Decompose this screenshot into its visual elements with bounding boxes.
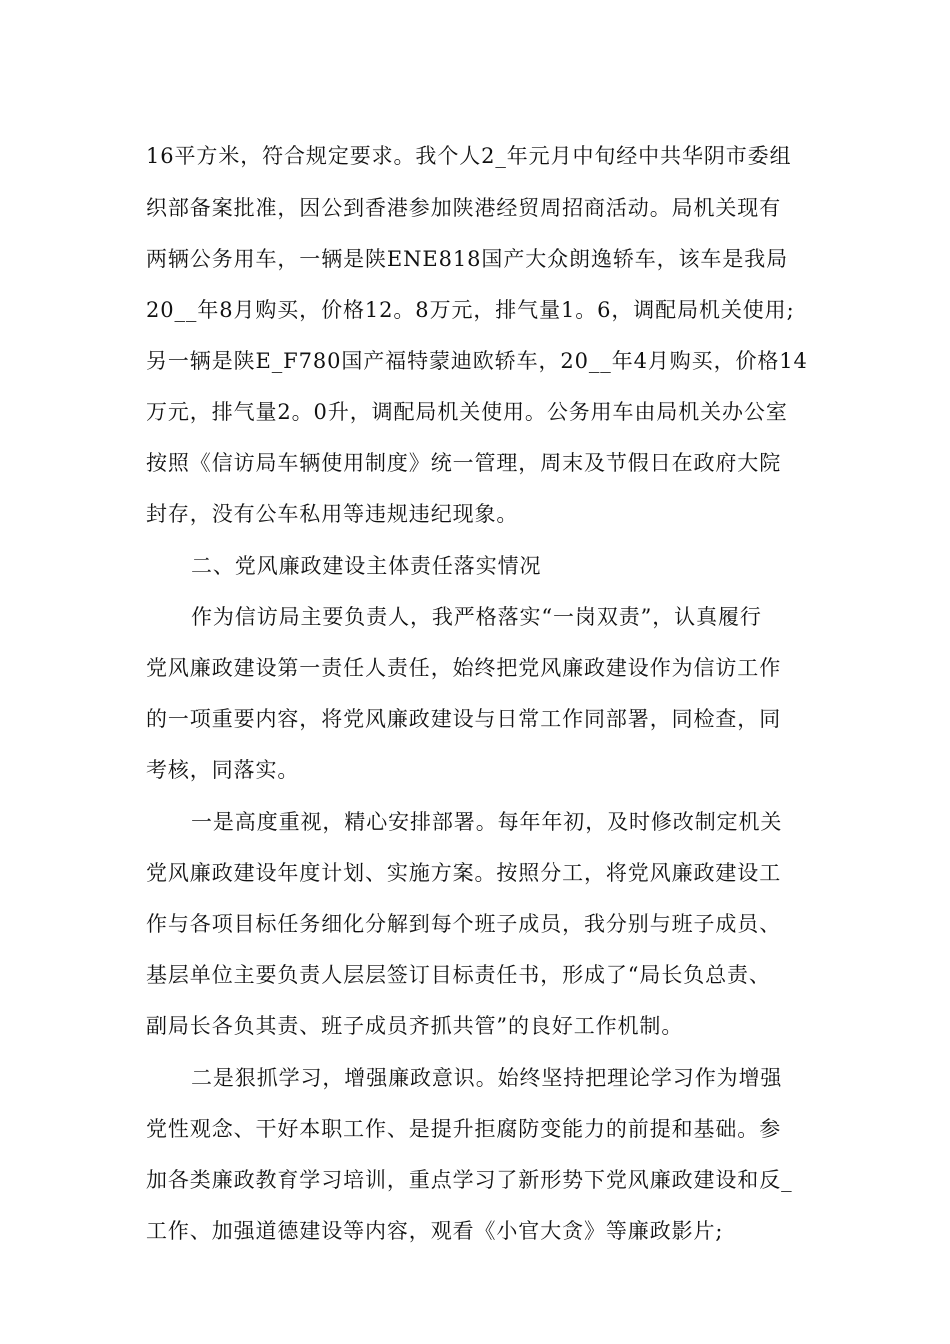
paragraph-line: 加各类廉政教育学习培训，重点学习了新形势下党风廉政建设和反_ (146, 1168, 793, 1192)
paragraph-line: 20__年8月购买，价格12。8万元，排气量1。6，调配局机关使用; (146, 298, 795, 322)
paragraph-line: 的一项重要内容，将党风廉政建设与日常工作同部署，同检查，同 (146, 707, 782, 731)
paragraph-line: 党风廉政建设第一责任人责任，始终把党风廉政建设作为信访工作 (146, 656, 782, 680)
paragraph-line: 基层单位主要负责人层层签订目标责任书，形成了“局长负总责、 (146, 963, 771, 987)
paragraph-line: 一是高度重视，精心安排部署。每年年初，及时修改制定机关 (191, 810, 783, 834)
paragraph-line: 按照《信访局车辆使用制度》统一管理，周末及节假日在政府大院 (146, 451, 782, 475)
paragraph-line: 二是狠抓学习，增强廉政意识。始终坚持把理论学习作为增强 (191, 1066, 783, 1090)
paragraph-line: 工作、加强道德建设等内容，观看《小官大贪》等廉政影片; (146, 1219, 724, 1243)
paragraph-line: 另一辆是陕E_F780国产福特蒙迪欧轿车，20__年4月购买，价格14 (146, 349, 808, 373)
paragraph-line: 党性观念、干好本职工作、是提升拒腐防变能力的前提和基础。参 (146, 1117, 782, 1141)
section-heading: 二、党风廉政建设主体责任落实情况 (191, 554, 542, 578)
paragraph-line: 16平方米，符合规定要求。我个人2_年元月中旬经中共华阴市委组 (146, 144, 792, 168)
paragraph-line: 作与各项目标任务细化分解到每个班子成员，我分别与班子成员、 (146, 912, 782, 936)
paragraph-line: 考核，同落实。 (146, 758, 300, 782)
paragraph-line: 作为信访局主要负责人，我严格落实“一岗双责”，认真履行 (191, 605, 762, 629)
paragraph-line: 副局长各负其责、班子成员齐抓共管”的良好工作机制。 (146, 1014, 684, 1038)
paragraph-line: 党风廉政建设年度计划、实施方案。按照分工，将党风廉政建设工 (146, 861, 782, 885)
paragraph-line: 两辆公务用车，一辆是陕ENE818国产大众朗逸轿车，该车是我局 (146, 247, 789, 271)
paragraph-line: 织部备案批准，因公到香港参加陕港经贸周招商活动。局机关现有 (146, 196, 782, 220)
paragraph-line: 封存，没有公车私用等违规违纪现象。 (146, 502, 519, 526)
paragraph-line: 万元，排气量2。0升，调配局机关使用。公务用车由局机关办公室 (146, 400, 788, 424)
